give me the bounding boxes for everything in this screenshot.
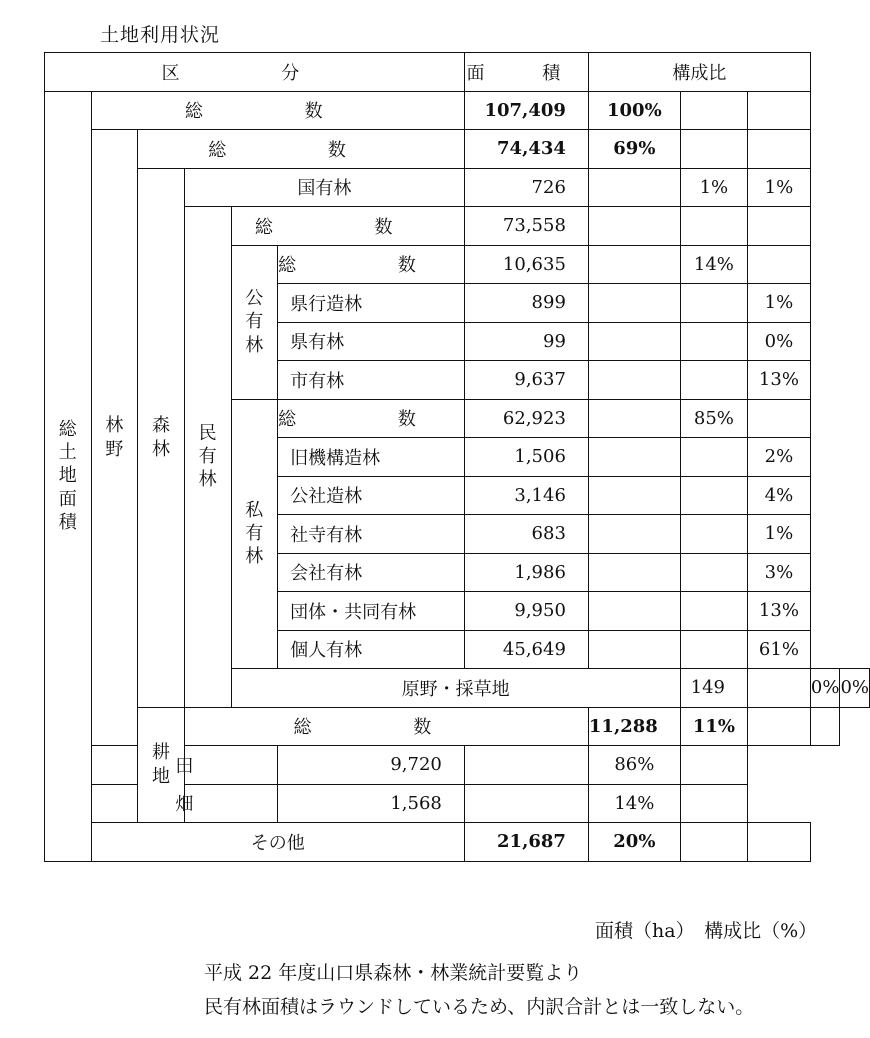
ratio-cell: 13%: [747, 592, 810, 631]
area-cell: 45,649: [464, 630, 588, 669]
header-row: [45, 53, 870, 92]
row-label: 県有林: [278, 322, 465, 361]
ratio-cell: 61%: [747, 630, 810, 669]
ratio-cell: 3%: [747, 553, 810, 592]
row-label: 総 数: [91, 91, 464, 130]
row-label: 田: [91, 746, 278, 785]
label-forest-field: 林野: [91, 130, 138, 746]
rounding-note: 民有林面積はラウンドしているため、内訳合計とは一致しない。: [204, 996, 755, 1018]
area-cell: 1,506: [464, 438, 588, 477]
area-cell: 62,923: [464, 399, 588, 438]
table-row: [45, 707, 870, 746]
area-cell: 99: [464, 322, 588, 361]
row-label: 総 数: [138, 130, 465, 169]
land-use-table: [44, 52, 870, 862]
ratio-cell: 100%: [588, 91, 680, 130]
row-label: 原野・採草地: [231, 669, 680, 708]
area-cell: 899: [464, 284, 588, 323]
page-title: 土地利用状況: [100, 24, 221, 46]
row-label: 畑: [91, 784, 278, 823]
label-public-forest: 公有林: [231, 245, 278, 399]
row-label: その他: [91, 823, 464, 862]
area-cell: 10,635: [464, 245, 588, 284]
ratio-cell: 69%: [588, 130, 680, 169]
ratio-cell: 14%: [680, 245, 747, 284]
row-label: 市有林: [278, 361, 465, 400]
ratio-cell: 14%: [588, 784, 680, 823]
table-row: [45, 168, 870, 207]
area-cell: 9,637: [464, 361, 588, 400]
table-row: [45, 130, 870, 169]
area-cell: 9,720: [278, 746, 465, 785]
table-row: [45, 91, 870, 130]
ratio-cell: 13%: [747, 361, 810, 400]
table-row: [45, 823, 870, 862]
area-cell: 11,288: [588, 707, 680, 746]
area-cell: 1,568: [278, 784, 465, 823]
ratio-cell: 1%: [680, 168, 747, 207]
area-cell: 107,409: [464, 91, 588, 130]
ratio-cell: 11%: [680, 707, 747, 746]
area-cell: 149: [680, 669, 747, 708]
area-cell: 73,558: [464, 207, 588, 246]
row-label: 団体・共同有林: [278, 592, 465, 631]
ratio-cell: 86%: [588, 746, 680, 785]
label-farmland: 耕地: [138, 707, 185, 823]
ratio-cell: 1%: [747, 515, 810, 554]
row-label: 会社有林: [278, 553, 465, 592]
header-ratio: 構成比: [588, 53, 810, 92]
area-cell: 726: [464, 168, 588, 207]
label-private-owned: 私有林: [231, 399, 278, 669]
row-label: 社寺有林: [278, 515, 465, 554]
row-label: 総 数: [184, 707, 588, 746]
ratio-cell: 0%: [840, 669, 870, 708]
area-cell: 9,950: [464, 592, 588, 631]
area-cell: 683: [464, 515, 588, 554]
area-cell: 21,687: [464, 823, 588, 862]
row-label: 総 数: [231, 207, 464, 246]
row-label: 国有林: [184, 168, 464, 207]
ratio-cell: 0%: [747, 322, 810, 361]
area-cell: 1,986: [464, 553, 588, 592]
row-label: 旧機構造林: [278, 438, 465, 477]
ratio-cell: 4%: [747, 476, 810, 515]
ratio-cell: 20%: [588, 823, 680, 862]
header-area: 面 積: [464, 53, 588, 92]
ratio-cell: 1%: [747, 284, 810, 323]
row-label: 総 数: [278, 245, 465, 284]
row-label: 総 数: [278, 399, 465, 438]
ratio-cell: 85%: [680, 399, 747, 438]
area-cell: 3,146: [464, 476, 588, 515]
ratio-cell: 2%: [747, 438, 810, 477]
ratio-cell: 1%: [747, 168, 810, 207]
row-label: 県行造林: [278, 284, 465, 323]
header-category: 区 分: [45, 53, 465, 92]
area-cell: 74,434: [464, 130, 588, 169]
units-note: 面積（ha） 構成比（%）: [595, 920, 818, 942]
row-label: 公社造林: [278, 476, 465, 515]
row-label: 個人有林: [278, 630, 465, 669]
label-private-forest: 民有林: [184, 207, 231, 708]
ratio-cell: 0%: [810, 669, 840, 708]
label-forest: 森林: [138, 168, 185, 707]
table-row: [45, 784, 870, 823]
label-total-land: 総土地面積: [45, 91, 92, 861]
source-note: 平成 22 年度山口県森林・林業統計要覧より: [204, 962, 583, 984]
